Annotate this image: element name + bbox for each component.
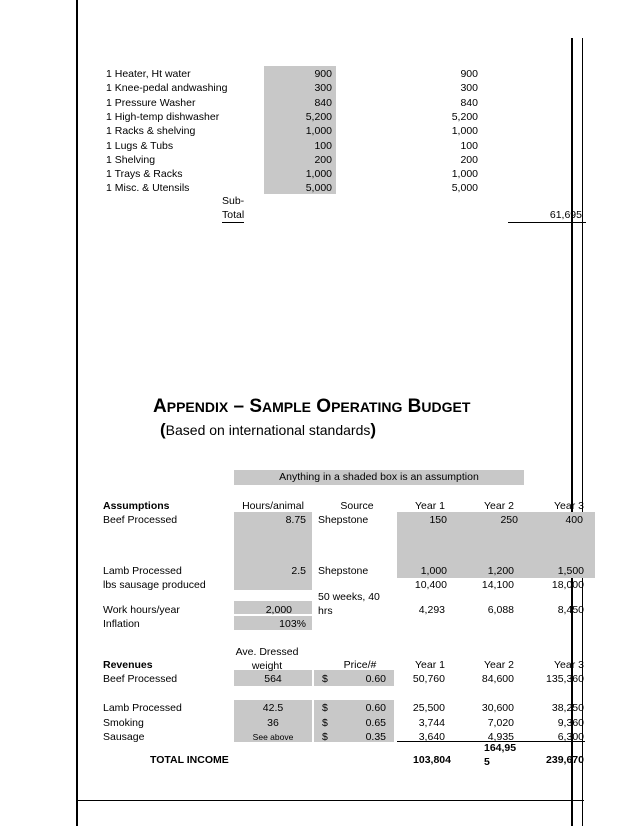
equipment-total: 900 (460, 68, 478, 80)
equipment-cost: 100 (314, 139, 332, 152)
revenues-heading: Revenues (103, 659, 153, 671)
work-hours-label: Work hours/year (103, 604, 180, 616)
revenue-dollar-sign: $ (322, 702, 328, 714)
beef-label: Beef Processed (103, 514, 178, 526)
revenue-year3: 6,300 (557, 731, 584, 743)
source-col-header: Source (340, 500, 374, 512)
lamb-label: Lamb Processed (103, 565, 182, 577)
lamb-source: Shepstone (318, 565, 369, 577)
revenue-weight: 36 (267, 717, 279, 729)
revenue-year2: 4,935 (487, 731, 514, 743)
appendix-subtitle: (Based on international standards) (160, 420, 377, 439)
equipment-cost: 840 (314, 96, 332, 109)
equipment-total: 1,000 (451, 125, 478, 138)
revenue-year1: 3,744 (418, 717, 445, 729)
lamb-year1: 1,000 (420, 565, 447, 577)
equipment-item: 1 Lugs & Tubs (106, 139, 174, 152)
revenue-year3: 135,360 (546, 673, 584, 685)
rev-year1-header: Year 1 (415, 659, 445, 671)
equipment-item: 1 High-temp dishwasher (106, 110, 220, 123)
beef-year2: 250 (500, 514, 518, 526)
revenue-year2: 84,600 (481, 673, 514, 685)
total-income-year1: 103,804 (413, 754, 451, 766)
revenue-year3: 9,360 (557, 717, 584, 729)
revenue-year2: 7,020 (487, 717, 514, 729)
revenue-label: Sausage (103, 731, 145, 743)
year3-col-header: Year 3 (554, 500, 584, 512)
total-income-year3: 239,670 (546, 754, 584, 766)
page-border-left (76, 0, 78, 826)
lamb-year2: 1,200 (487, 565, 514, 577)
revenue-dollar-sign: $ (322, 717, 328, 729)
page-border-bottom (76, 800, 584, 801)
equipment-total: 100 (460, 139, 478, 152)
equipment-item: 1 Pressure Washer (106, 96, 196, 109)
work-hours-value: 2,000 (265, 604, 292, 616)
sausage-year1: 10,400 (414, 579, 447, 591)
equipment-cost: 900 (314, 68, 332, 80)
revenue-label: Smoking (103, 717, 144, 729)
lamb-year3: 1,500 (557, 565, 584, 577)
sausage-year3: 18,000 (551, 579, 584, 591)
beef-hours: 8.75 (285, 514, 306, 526)
assumptions-heading: Assumptions (103, 500, 170, 512)
equipment-cost: 200 (314, 153, 332, 166)
equipment-item: 1 Trays & Racks (106, 168, 183, 181)
assumption-note: Anything in a shaded box is an assumption (234, 470, 524, 485)
revenue-weight: 564 (264, 673, 282, 685)
equipment-cost: 5,000 (305, 182, 332, 195)
equipment-cost: 300 (314, 82, 332, 95)
revenue-year1: 50,760 (412, 673, 445, 685)
equipment-total: 840 (460, 96, 478, 109)
revenue-year1: 25,500 (412, 702, 445, 714)
subtotal-label: Sub- Total (222, 195, 245, 221)
rev-year3-header: Year 3 (554, 659, 584, 671)
total-income-year2: 164,95 5 (484, 742, 517, 768)
revenue-price: 0.60 (365, 702, 386, 714)
equipment-item: 1 Misc. & Utensils (106, 182, 190, 195)
equipment-total: 5,000 (451, 182, 478, 195)
revenue-price: 0.60 (365, 673, 386, 685)
work-year2: 6,088 (487, 604, 514, 616)
appendix-title: APPENDIX – SAMPLE OPERATING BUDGET (153, 396, 471, 417)
hours-col-header: Hours/animal (242, 500, 304, 512)
equipment-item: 1 Knee-pedal andwashing (106, 82, 228, 95)
work-hours-note: 50 weeks, 40 hrs (318, 591, 380, 617)
revenue-year3: 38,250 (551, 702, 584, 714)
equipment-total: 200 (460, 153, 478, 166)
revenue-year2: 30,600 (481, 702, 514, 714)
beef-year3: 400 (565, 514, 583, 526)
sausage-year2: 14,100 (481, 579, 514, 591)
revenue-year1: 3,640 (418, 731, 445, 743)
equipment-cost: 5,200 (305, 110, 332, 123)
price-col-header: Price/# (343, 659, 377, 671)
equipment-total: 300 (460, 82, 478, 95)
equipment-cost: 1,000 (305, 125, 332, 138)
revenue-dollar-sign: $ (322, 731, 328, 743)
equipment-cost: 1,000 (305, 168, 332, 181)
subtotal-value: 61,695 (508, 208, 586, 223)
sausage-label: lbs sausage produced (103, 579, 206, 591)
weight-col-header: Ave. Dressed weight (235, 646, 299, 672)
revenue-weight: 42.5 (262, 702, 284, 714)
total-income-label: TOTAL INCOME (150, 754, 229, 766)
work-year1: 4,293 (418, 604, 445, 616)
revenue-label: Lamb Processed (103, 702, 182, 714)
equipment-item: 1 Racks & shelving (106, 125, 196, 138)
year2-col-header: Year 2 (484, 500, 514, 512)
lamb-hours: 2.5 (291, 565, 306, 577)
revenue-price: 0.65 (365, 717, 386, 729)
revenue-weight: See above (252, 732, 294, 742)
work-year3: 8,450 (557, 604, 584, 616)
rev-year2-header: Year 2 (484, 659, 514, 671)
beef-year1: 150 (429, 514, 447, 526)
inflation-value: 103% (279, 618, 306, 630)
equipment-total: 1,000 (451, 168, 478, 181)
beef-source: Shepstone (318, 514, 369, 526)
revenue-label: Beef Processed (103, 673, 178, 685)
equipment-total: 5,200 (451, 110, 478, 123)
year1-col-header: Year 1 (415, 500, 445, 512)
equipment-item: 1 Shelving (106, 153, 156, 166)
equipment-item: 1 Heater, Ht water (106, 68, 191, 80)
revenue-price: 0.35 (365, 731, 386, 743)
inflation-label: Inflation (103, 618, 140, 630)
revenue-dollar-sign: $ (322, 673, 328, 685)
